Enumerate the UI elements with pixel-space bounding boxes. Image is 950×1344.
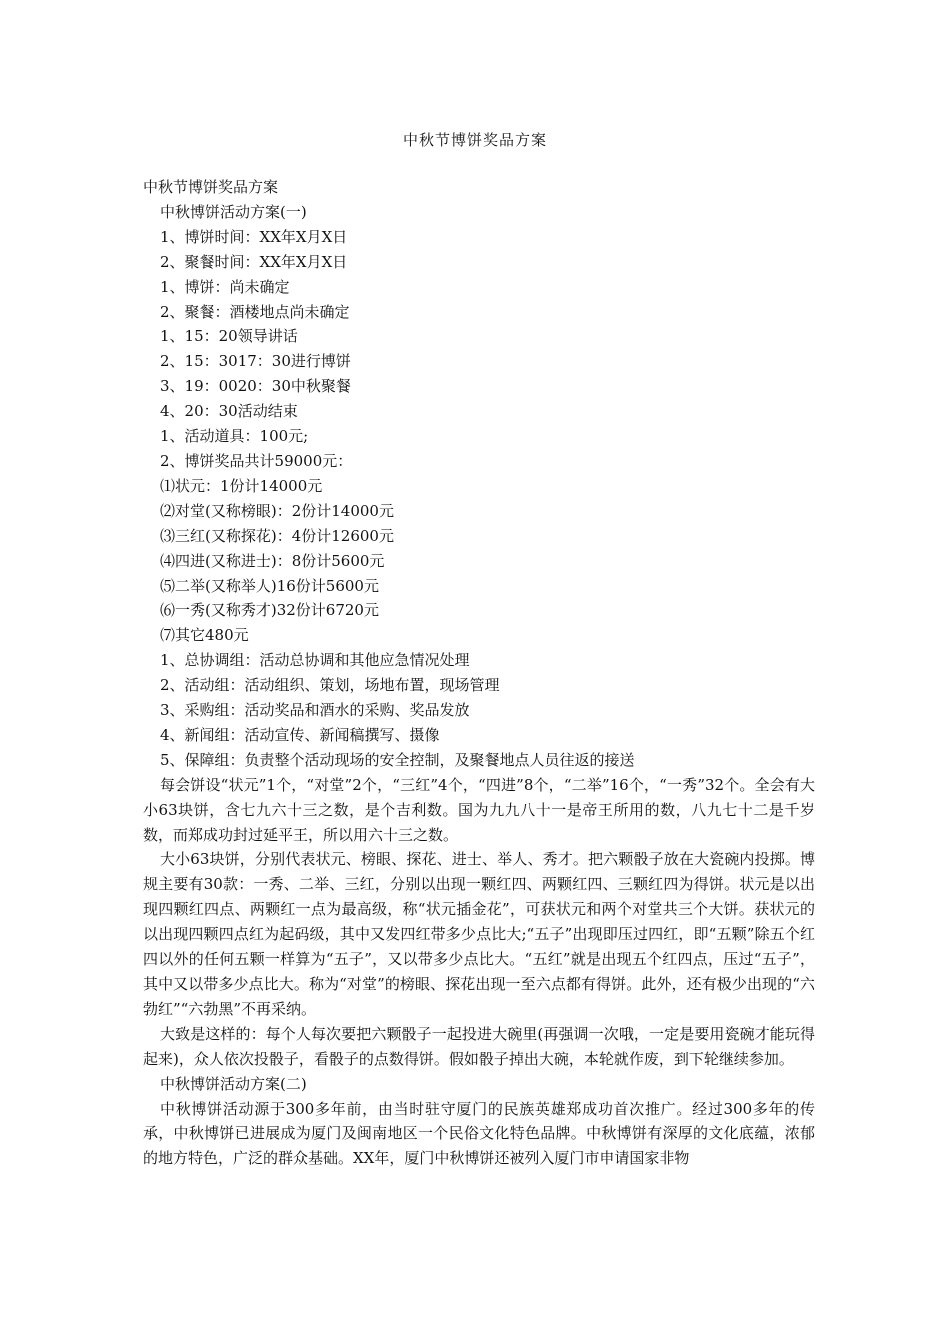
list-item: 2、活动组：活动组织、策划，场地布置，现场管理 <box>160 676 500 695</box>
list-item: 4、新闻组：活动宣传、新闻稿撰写、摄像 <box>160 725 440 744</box>
prize-item: ⑸二举(又称举人)16份计5600元 <box>160 576 379 595</box>
list-item: 4、20：30活动结束 <box>160 402 298 421</box>
prize-item: ⑺其它480元 <box>160 626 249 645</box>
list-item: 3、采购组：活动奖品和酒水的采购、奖品发放 <box>160 701 470 720</box>
prize-item: ⑷四进(又称进士)：8份计5600元 <box>160 551 385 570</box>
body-paragraph: 中秋博饼活动源于300多年前，由当时驻守厦门的民族英雄郑成功首次推广。经过300多年的传承，中秋博饼已进展成为厦门及闽南地区一个民俗文化特色品牌。中秋博饼有深厚的文化底蕴，浓郁的地方特色，广泛的群众基础。XX年，厦门中秋博饼还被列入厦门市申请国家非物 <box>143 1099 815 1168</box>
document-body <box>143 175 815 1171</box>
list-item: 3、19：0020：30中秋聚餐 <box>160 377 351 396</box>
list-item: 5、保障组：负责整个活动现场的安全控制，及聚餐地点人员往返的接送 <box>160 750 635 769</box>
list-item: 1、博饼：尚未确定 <box>160 277 290 296</box>
body-paragraph: 每会饼设“状元”1个，“对堂”2个，“三红”4个，“四进”8个，“二举”16个，“一秀”32个。全会有大小63块饼，含七九六十三之数，是个吉利数。国为九九八十一是帝王所用的数，八九七十二是千岁数，而郑成功封过延平王，所以用六十三之数。 <box>143 775 815 844</box>
list-item: 1、总协调组：活动总协调和其他应急情况处理 <box>160 651 470 670</box>
list-item: 2、博饼奖品共计59000元： <box>160 451 353 470</box>
list-item: 2、15：3017：30进行博饼 <box>160 352 351 371</box>
section-2-title: 中秋博饼活动方案(二) <box>160 1074 307 1093</box>
list-item: 1、博饼时间：XX年X月X日 <box>160 227 348 246</box>
prize-item: ⑵对堂(又称榜眼)：2份计14000元 <box>160 501 394 520</box>
prize-item: ⑶三红(又称探花)：4份计12600元 <box>160 526 394 545</box>
document-heading: 中秋节博饼奖品方案 <box>143 178 279 196</box>
list-item: 2、聚餐时间：XX年X月X日 <box>160 252 348 271</box>
body-paragraph: 大致是这样的：每个人每次要把六颗骰子一起投进大碗里(再强调一次哦，一定是要用瓷碗才能玩得起来)，众人依次投骰子，看骰子的点数得饼。假如骰子掉出大碗，本轮就作废，到下轮继续参加。 <box>143 1024 815 1068</box>
prize-item: ⑹一秀(又称秀才)32份计6720元 <box>160 601 379 620</box>
list-item: 1、15：20领导讲话 <box>160 327 298 346</box>
prize-item: ⑴状元：1份计14000元 <box>160 476 323 495</box>
document-title: 中秋节博饼奖品方案 <box>402 131 547 149</box>
list-item: 1、活动道具：100元; <box>160 427 309 446</box>
body-paragraph: 大小63块饼，分别代表状元、榜眼、探花、进士、举人、秀才。把六颗骰子放在大瓷碗内投掷。博规主要有30款：一秀、二举、三红，分别以出现一颗红四、两颗红四、三颗红四为得饼。状元是以出现四颗红四点、两颗红一点为最高级，称“状元插金花”，可获状元和两个对堂共三个大饼。获状元的以出现四颗四点红为起码级，其中又发四红带多少点比大;“五子”出现即压过四红，即“五颗”除五个红四以外的任何五颗一样算为“五子”，又以带多少点比大。“五红”就是出现五个红四点，压过“五子”，其中又以带多少点比大。称为“对堂”的榜眼、探花出现一至六点都有得饼。此外，还有极少出现的“六勃红”“六勃黑”不再采纳。 <box>143 850 815 1018</box>
section-1-title: 中秋博饼活动方案(一) <box>160 202 307 221</box>
list-item: 2、聚餐：酒楼地点尚未确定 <box>160 302 350 321</box>
